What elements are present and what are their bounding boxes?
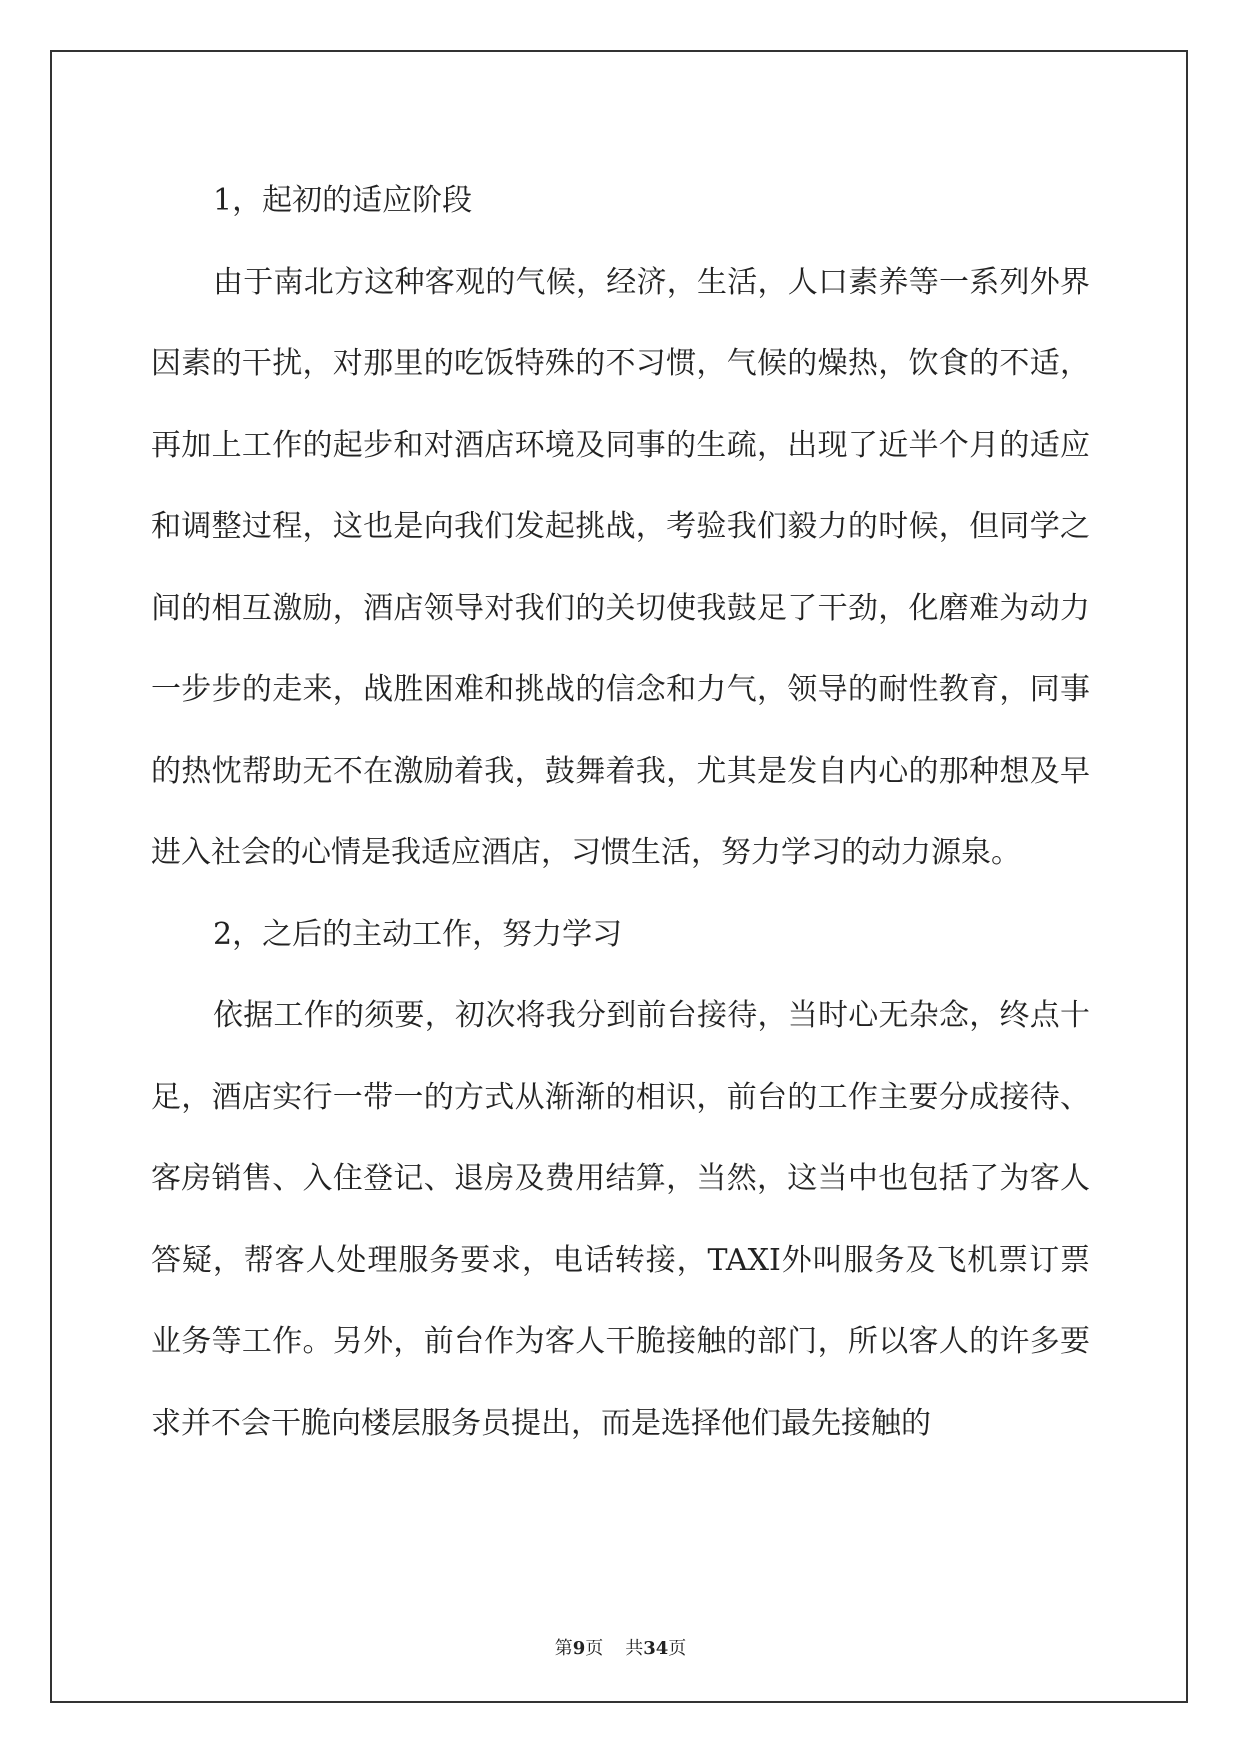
page-footer [0,1634,1241,1660]
section-heading-1: 1，起初的适应阶段 [213,183,473,218]
page-number: 9 [572,1638,586,1659]
page-prefix: 第 [554,1638,573,1659]
paragraph-1: 由于南北方这种客观的气候，经济，生活，人口素养等一系列外界因素的干扰，对那里的吃饭特殊的不习惯，气候的燥热，饮食的不适，再加上工作的起步和对酒店环境及同事的生疏，出现了近半个月的适应和调整过程，这也是向我们发起挑战，考验我们毅力的时候，但同学之间的相互激励，酒店领导对我们的关切使我鼓足了干劲，化磨难为动力一步步的走来，战胜困难和挑战的信念和力气，领导的耐性教育，同事的热忱帮助无不在激励着我，鼓舞着我，尤其是发自内心的那种想及早进入社会的心情是我适应酒店，习惯生活，努力学习的动力源泉。 [151,264,1090,870]
section-heading-2: 2，之后的主动工作，努力学习 [213,916,623,952]
total-prefix: 共 [625,1638,644,1659]
total-suffix: 页 [668,1638,687,1659]
document-body [151,160,1090,1464]
page-suffix: 页 [585,1638,604,1659]
paragraph-2: 依据工作的须要，初次将我分到前台接待，当时心无杂念，终点十足，酒店实行一带一的方式从渐渐的相识，前台的工作主要分成接待、客房销售、入住登记、退房及费用结算，当然，这当中也包括了为客人答疑，帮客人处理服务要求，电话转接，TAXI外叫服务及飞机票订票业务等工作。另外，前台作为客人干脆接触的部门，所以客人的许多要求并不会干脆向楼层服务员提出，而是选择他们最先接触的 [151,998,1090,1441]
total-pages: 34 [643,1638,669,1659]
